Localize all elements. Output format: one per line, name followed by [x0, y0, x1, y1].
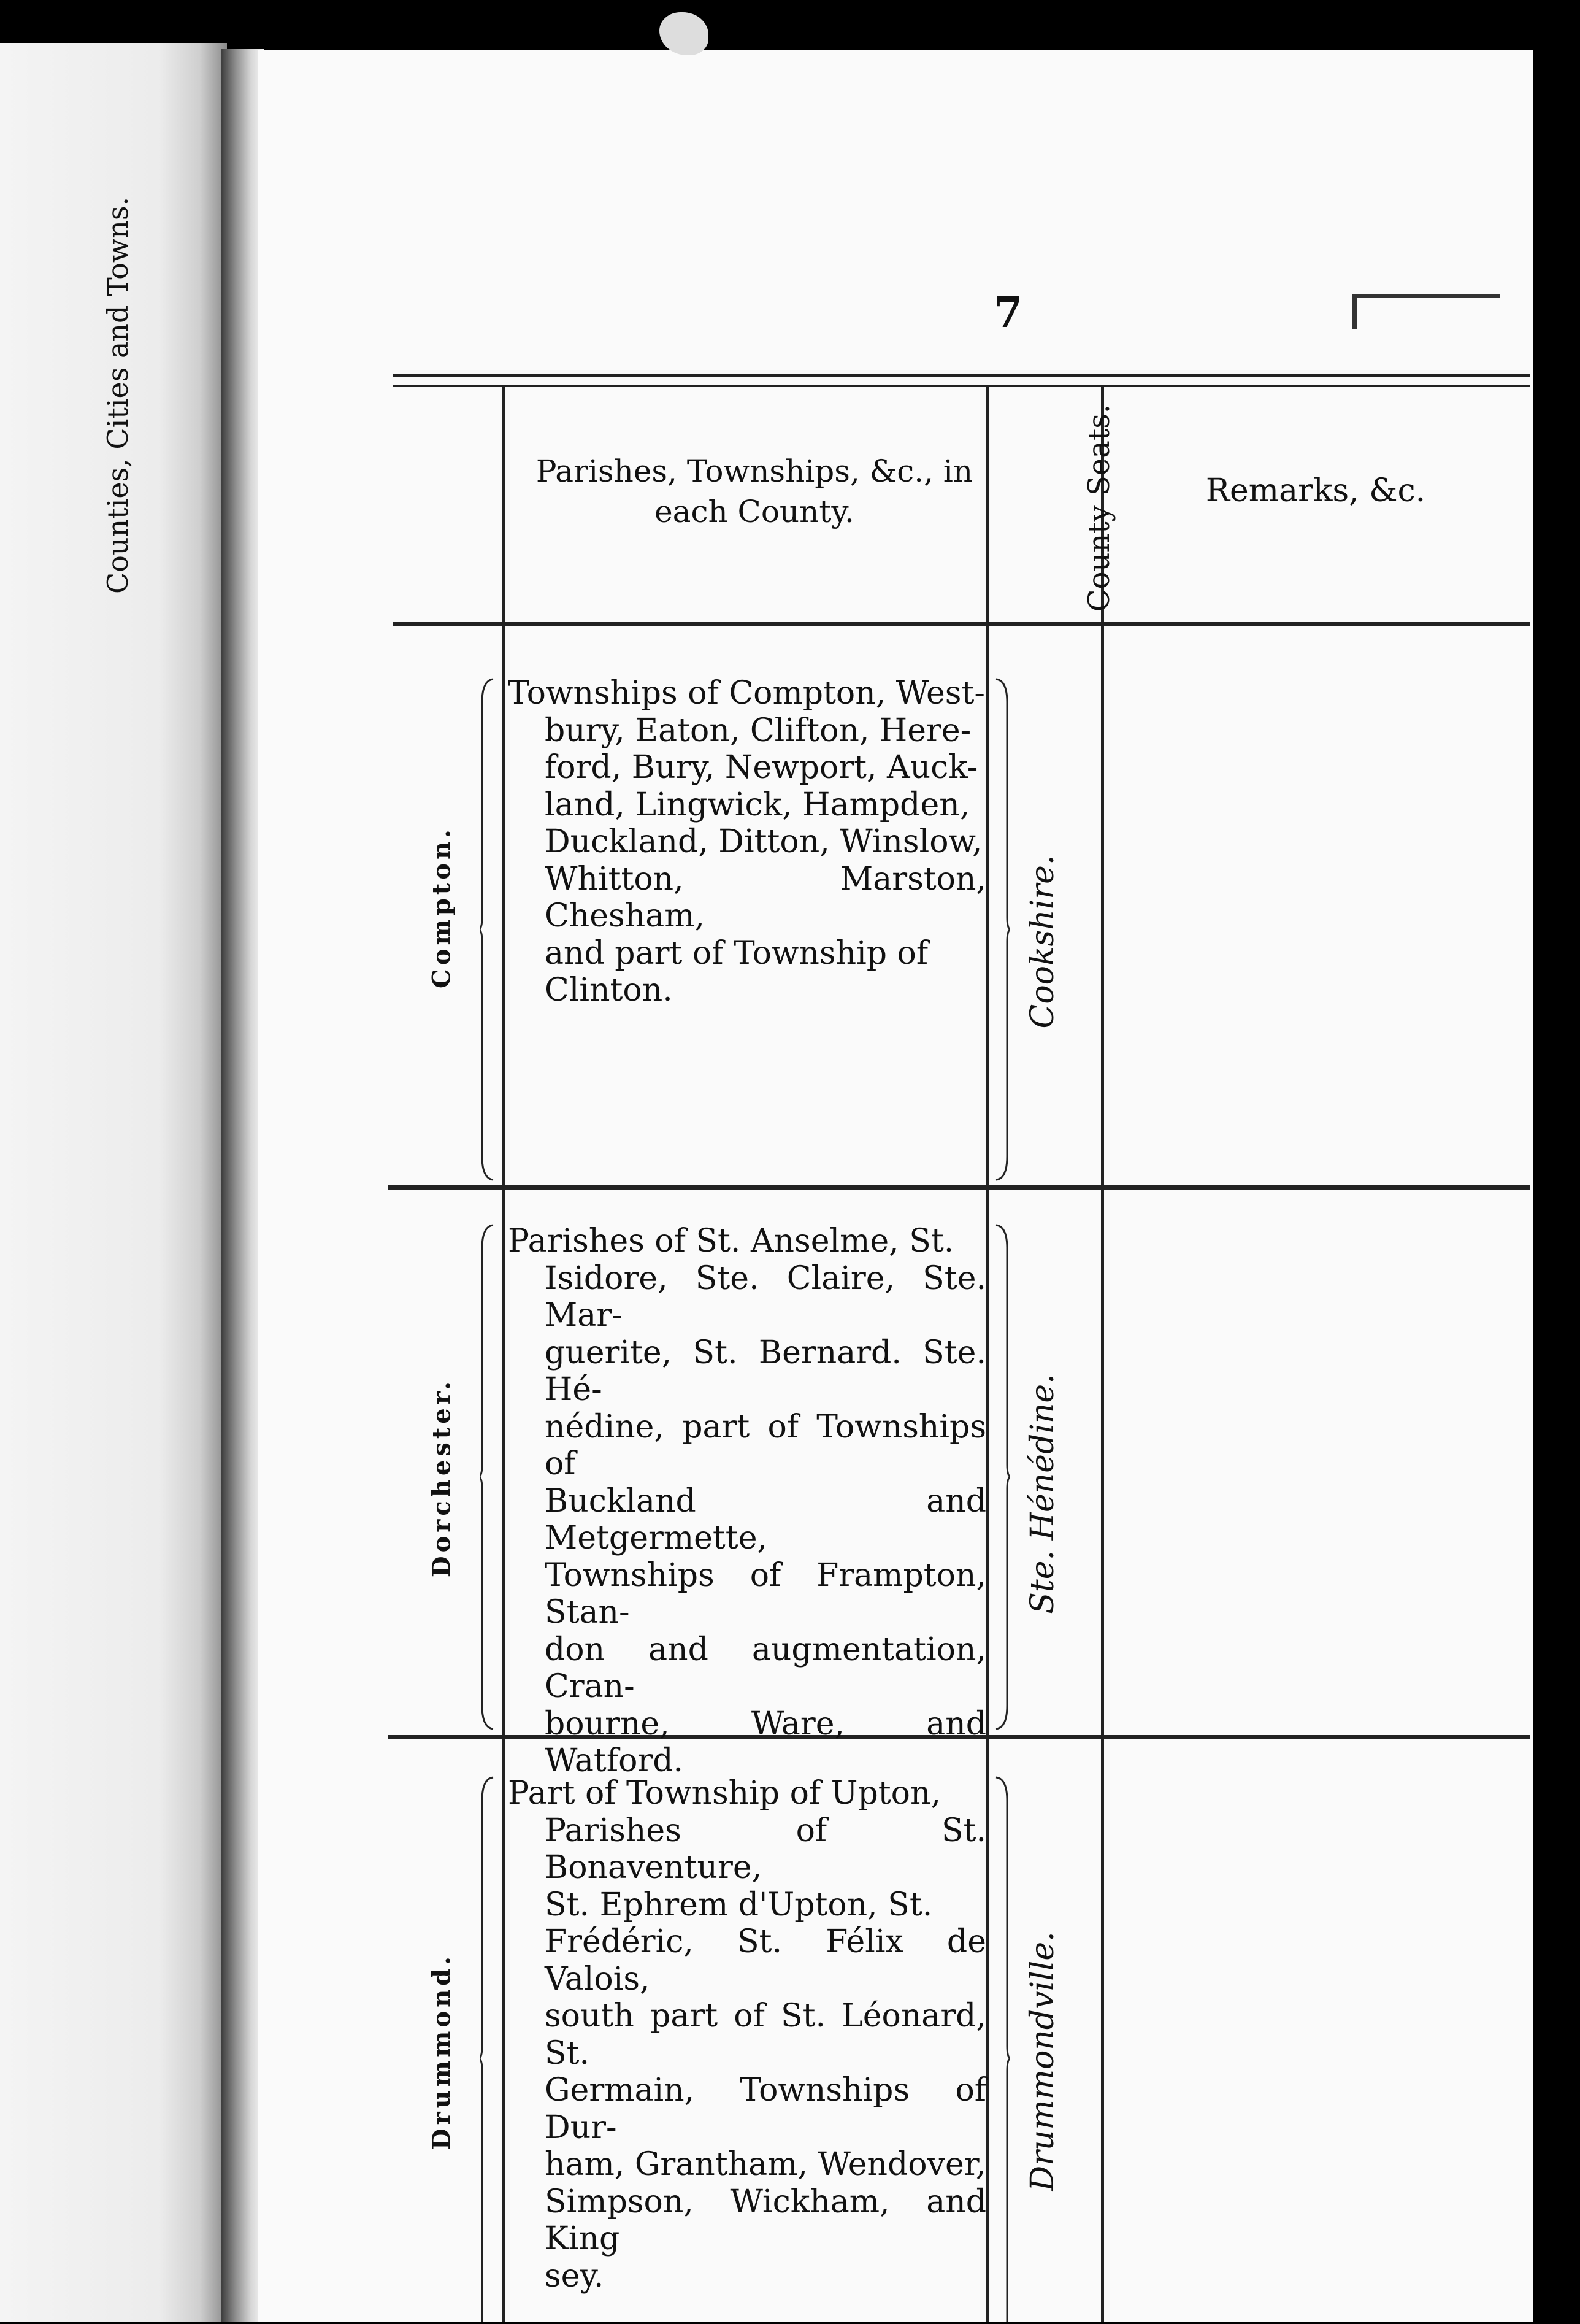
- county-seat: Drummondville.: [1024, 1931, 1061, 2191]
- header-county-seats: County Seats.: [1082, 404, 1116, 612]
- county-name: Dorchester.: [427, 1377, 456, 1578]
- parish-line: Parishes of St. Anselme, St.: [508, 1223, 954, 1260]
- parish-list: [508, 675, 986, 1009]
- parish-list: [508, 1775, 986, 2295]
- parish-line: guerite, St. Bernard. Ste. Hé-: [545, 1334, 986, 1408]
- county-name: Compton.: [427, 826, 456, 988]
- right-brace: [995, 678, 1010, 1181]
- parish-list: [508, 1223, 986, 1780]
- parish-line: Part of Township of Upton,: [508, 1775, 941, 1812]
- county-name: Drummond.: [427, 1952, 456, 2150]
- parish-line: St. Ephrem d'Upton, St.: [545, 1886, 933, 1923]
- parish-line: Duckland, Ditton, Winslow,: [545, 823, 983, 860]
- left-brace: [480, 1776, 494, 2322]
- column-divider: [986, 387, 989, 2322]
- parish-line: and part of Township of: [545, 934, 929, 972]
- header-remarks: Remarks, &c.: [1205, 472, 1426, 509]
- page-tear-mark: [659, 12, 708, 55]
- parish-line: nédine, part of Townships of: [545, 1408, 986, 1482]
- right-brace: [995, 1776, 1010, 2322]
- parish-line: Parishes of St. Bonaventure,: [545, 1812, 986, 1886]
- parish-line: south part of St. Léonard, St.: [545, 1998, 986, 2072]
- left-brace: [480, 678, 494, 1181]
- header-parishes: Parishes, Townships, &c., in each County.: [535, 453, 973, 529]
- table-top-rule-thin: [393, 385, 1530, 387]
- parish-line: bourne, Ware, and Watford.: [545, 1705, 986, 1779]
- header-counties: Counties, Cities and Towns.: [101, 196, 134, 594]
- parish-line: Buckland and Metgermette,: [545, 1482, 986, 1556]
- parish-line: Isidore, Ste. Claire, Ste. Mar-: [545, 1260, 986, 1334]
- parish-line: bury, Eaton, Clifton, Here-: [545, 712, 972, 749]
- parish-line: ham, Grantham, Wendover,: [545, 2146, 986, 2183]
- parish-line: sey.: [545, 2257, 604, 2295]
- page-number: 7: [994, 288, 1023, 337]
- header-bottom-rule: [393, 622, 1530, 626]
- county-seat: Cookshire.: [1024, 855, 1061, 1029]
- printer-corner-mark: [1352, 294, 1500, 329]
- column-divider: [502, 387, 505, 2322]
- parish-line: don and augmentation, Cran-: [545, 1631, 986, 1705]
- county-seat: Ste. Hénédine.: [1024, 1374, 1061, 1614]
- table-top-rule: [393, 374, 1530, 377]
- parish-line: Germain, Townships of Dur-: [545, 2072, 986, 2146]
- parish-line: Townships of Compton, West-: [508, 675, 985, 712]
- parish-line: ford, Bury, Newport, Auck-: [545, 749, 978, 786]
- column-divider: [1101, 387, 1104, 2322]
- parish-line: Frédéric, St. Félix de Valois,: [545, 1923, 986, 1998]
- parish-line: Townships of Frampton, Stan-: [545, 1556, 986, 1631]
- parish-line: Whitton, Marston, Chesham,: [545, 860, 986, 934]
- right-brace: [995, 1224, 1010, 1730]
- left-brace: [480, 1224, 494, 1730]
- parish-line: Simpson, Wickham, and King: [545, 2183, 986, 2257]
- parish-line: land, Lingwick, Hampden,: [545, 786, 970, 823]
- scan-border: [1533, 43, 1580, 2322]
- parish-line: Clinton.: [545, 972, 673, 1009]
- row-separator: [388, 1185, 1530, 1190]
